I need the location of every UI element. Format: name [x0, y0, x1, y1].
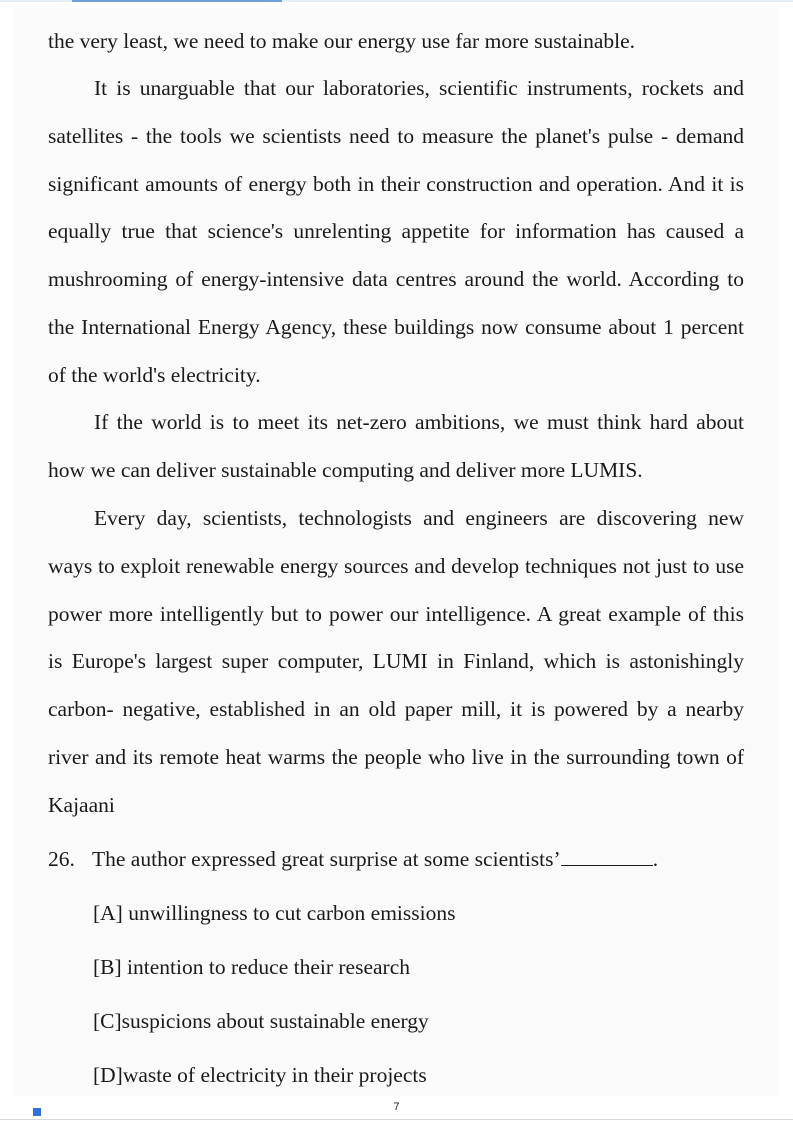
question-26 [48, 845, 658, 873]
question-end-punctuation: . [652, 847, 659, 871]
page-corner-marker-icon [33, 1108, 41, 1116]
top-accent-bar [72, 0, 282, 2]
answer-blank [561, 847, 653, 866]
page-number: 7 [393, 1101, 400, 1113]
option-c: [C]suspicions about sustainable energy [93, 1009, 429, 1033]
question-stem: The author expressed great surprise at some scientists’ [92, 847, 561, 871]
option-a: [A] unwillingness to cut carbon emissions [93, 901, 456, 925]
page-bottom-divider [0, 1119, 793, 1120]
question-number: 26. [48, 847, 75, 871]
passage-paragraph-energy-demand: It is unarguable that our laboratories, scientific instruments, rockets and satellites - the tools we scientists need to measure the planet's pulse - demand significant amounts of energy both in their construction and operation. And it is equally true that science's unrelenting appetite for information has caused a mushrooming of energy-intensive data centres around the world. According to the International Energy Agency, these buildings now consume about 1 percent of the world's electricity. [48, 76, 744, 387]
option-d: [D]waste of electricity in their projects [93, 1063, 427, 1087]
passage-paragraph-lumi-example: Every day, scientists, technologists and engineers are discovering new ways to exploit renewable energy sources and develop techniques not just to use power more intelligently but to power our intelligence. A great example of this is Europe's largest super computer, LUMI in Finland, which is astonishingly carbon- negative, established in an old paper mill, it is powered by a nearby river and its remote heat warms the people who live in the surrounding town of Kajaani [48, 506, 744, 817]
passage-paragraph-net-zero: If the world is to meet its net-zero ambitions, we must think hard about how we can deliver sustainable computing and deliver more LUMIS. [48, 410, 744, 482]
passage-paragraph-continued: the very least, we need to make our energy use far more sustainable. [48, 29, 636, 53]
option-b: [B] intention to reduce their research [93, 955, 410, 979]
